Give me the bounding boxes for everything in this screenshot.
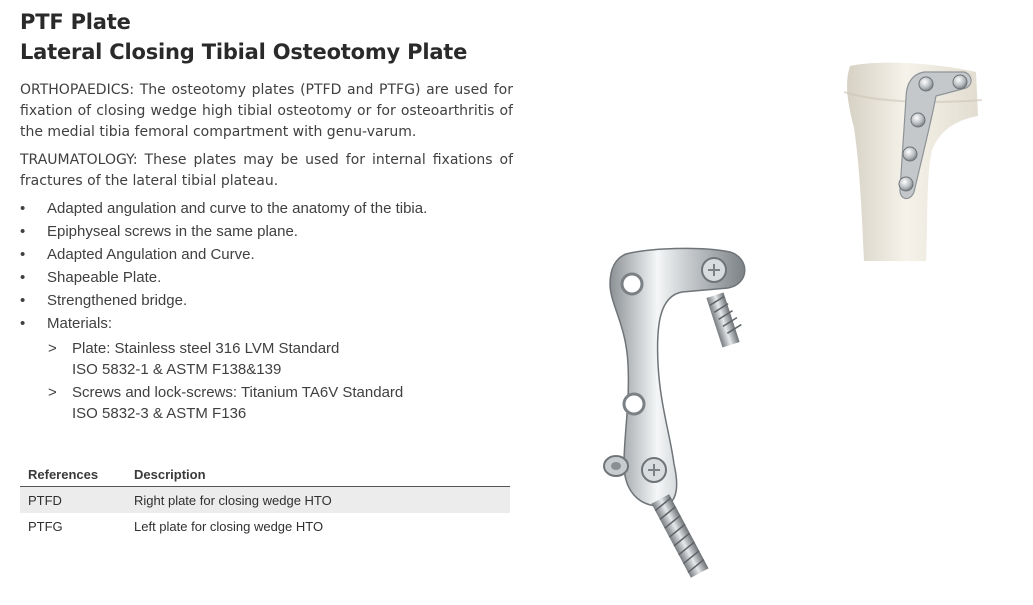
description-cell: Right plate for closing wedge HTO <box>126 487 510 514</box>
feature-text: Shapeable Plate. <box>47 269 162 286</box>
feature-text: Adapted Angulation and Curve. <box>47 246 255 263</box>
feature-item <box>20 197 427 220</box>
material-plate <box>48 338 339 380</box>
feature-text: Epiphyseal screws in the same plane. <box>47 223 298 240</box>
feature-item <box>20 220 427 243</box>
feature-item <box>20 312 427 335</box>
ptf-plate-illustration <box>590 244 790 584</box>
table-row <box>20 513 510 539</box>
material-standard: ISO 5832-1 & ASTM F138&139 <box>72 361 282 378</box>
feature-text: Adapted angulation and curve to the anatomy of the tibia. <box>47 200 428 217</box>
sub-marker: > <box>48 340 57 357</box>
bullet-marker: • <box>20 223 26 240</box>
description-header: Description <box>126 462 510 487</box>
orthopaedics-paragraph: ORTHOPAEDICS: The osteotomy plates (PTFD and PTFG) are used for fixation of closing wedge high tibial osteotomy or for osteoarthritis of the medial tibia femoral compartment with genu-varum. <box>20 82 513 140</box>
material-standard: ISO 5832-3 & ASTM F136 <box>72 405 247 422</box>
bullet-marker: • <box>20 246 26 263</box>
material-line: Plate: Stainless steel 316 LVM Standard <box>72 340 340 357</box>
feature-text: Strengthened bridge. <box>47 292 188 309</box>
references-header: References <box>20 462 126 487</box>
bullet-marker: • <box>20 200 26 217</box>
material-item <box>48 338 339 380</box>
reference-cell: PTFD <box>20 487 126 514</box>
material-line: Screws and lock-screws: Titanium TA6V Standard <box>72 384 404 401</box>
feature-text: Materials: <box>47 315 113 332</box>
material-screws <box>48 382 403 424</box>
tibia-bone-illustration <box>836 58 986 261</box>
feature-item <box>20 289 427 312</box>
product-subtitle: Lateral Closing Tibial Osteotomy Plate <box>20 40 468 64</box>
bullet-marker: • <box>20 269 26 286</box>
material-item <box>48 382 403 424</box>
bullet-marker: • <box>20 315 26 332</box>
description-cell: Left plate for closing wedge HTO <box>134 518 324 534</box>
bullet-marker: • <box>20 292 26 309</box>
feature-list <box>20 197 427 335</box>
sub-marker: > <box>48 384 57 401</box>
feature-item <box>20 266 427 289</box>
references-table <box>20 462 510 539</box>
table-header-row <box>20 462 510 487</box>
feature-item <box>20 243 427 266</box>
product-title: PTF Plate <box>20 10 131 34</box>
traumatology-paragraph: TRAUMATOLOGY: These plates may be used for internal fixations of fractures of the lateral tibial plateau. <box>20 152 513 189</box>
reference-cell: PTFG <box>28 518 63 534</box>
table-row <box>20 487 510 514</box>
